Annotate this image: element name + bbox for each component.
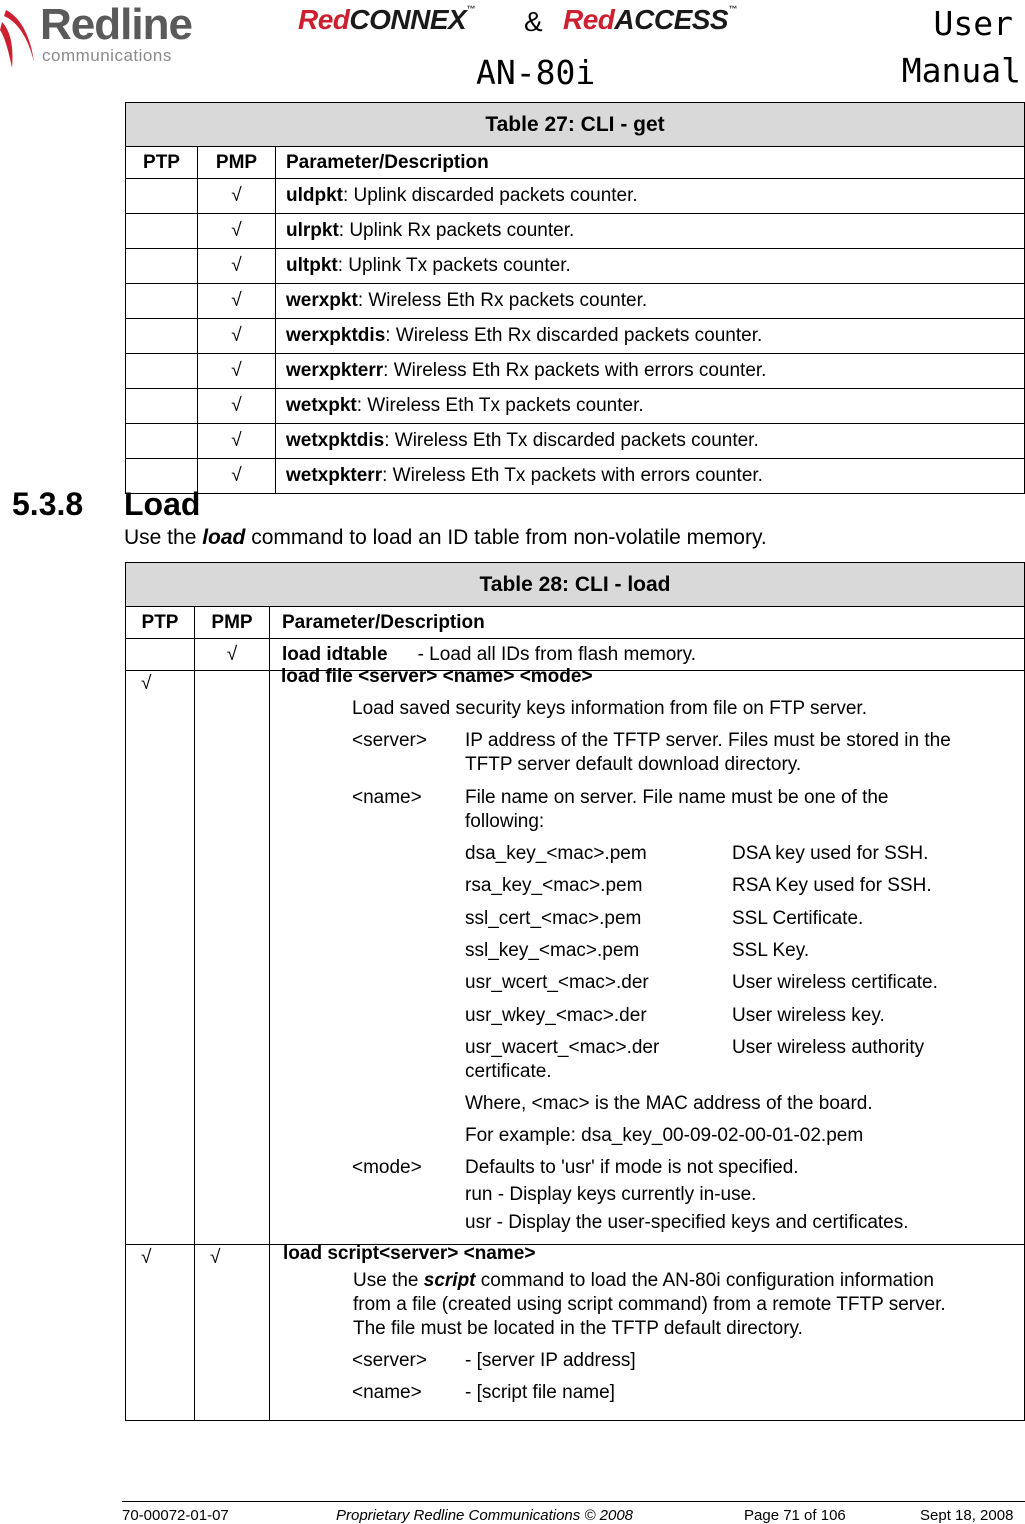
parameter-desc: : Wireless Eth Rx packets counter. [357, 290, 648, 311]
key-file-name: rsa_key_<mac>.pem [465, 875, 643, 897]
table-row: √ ulrpkt: Uplink Rx packets counter. [126, 214, 1025, 249]
table-row: √ load idtable - Load all IDs from flash memory. [126, 639, 1025, 671]
key-file-desc: User wireless certificate. [732, 972, 938, 994]
parameter-desc: : Uplink Tx packets counter. [337, 255, 571, 276]
parameter-name: wetxpktdis [286, 430, 385, 451]
table-row: √ werxpkt: Wireless Eth Rx packets counter. [126, 284, 1025, 319]
footer-rule [122, 1501, 1025, 1502]
logo-subtitle: communications [42, 46, 172, 65]
col-header-pmp: PMP [195, 607, 270, 639]
table-caption: Table 28: CLI - load [126, 563, 1025, 607]
parameter-name: werxpkt [286, 290, 358, 311]
parameter-name: werxpktdis [286, 325, 386, 346]
section-heading: 5.3.8 Load [12, 486, 201, 522]
key-file-name: usr_wcert_<mac>.der [465, 972, 649, 994]
key-file-desc: User wireless authority [732, 1036, 925, 1058]
parameter-desc: : Wireless Eth Tx packets counter. [356, 395, 644, 416]
col-header-param: Parameter/Description [276, 147, 1025, 179]
command-name: load file <server> <name> <mode> [281, 666, 593, 687]
key-file-desc: SSL Certificate. [732, 907, 864, 929]
parameter-name: wetxpkterr [286, 465, 383, 486]
col-header-ptp: PTP [126, 607, 195, 639]
redline-swoosh-icon [0, 2, 44, 72]
table-row: √ wetxpkt: Wireless Eth Tx packets counter. [126, 389, 1025, 424]
table-row: √ ultpkt: Uplink Tx packets counter. [126, 249, 1025, 284]
key-file-desc: DSA key used for SSH. [732, 843, 929, 864]
logo-wordmark: Redline [40, 0, 192, 49]
key-file-name: dsa_key_<mac>.pem [465, 843, 647, 864]
brand-redconnex: RedCONNEX™ [298, 4, 475, 35]
footer-date: Sept 18, 2008 [920, 1507, 1014, 1524]
key-file-desc: RSA Key used for SSH. [732, 875, 932, 897]
command-name: load script<server> <name> [283, 1243, 536, 1264]
table-row: √ √ [126, 1245, 1025, 1421]
table-row: √ uldpkt: Uplink discarded packets counter. [126, 179, 1025, 214]
key-file-name: usr_wkey_<mac>.der [465, 1004, 647, 1026]
doc-type-line1: User [933, 4, 1013, 43]
col-header-param: Parameter/Description [270, 607, 1025, 639]
table-row: √ werxpktdis: Wireless Eth Rx discarded packets counter. [126, 319, 1025, 354]
section-intro: Use the load command to load an ID table from non-volatile memory. [124, 526, 767, 549]
brand-ampersand: & [524, 6, 543, 37]
parameter-name: uldpkt [286, 185, 343, 206]
command-name: load idtable [282, 643, 388, 665]
key-file-name: ssl_cert_<mac>.pem [465, 907, 642, 929]
parameter-desc: : Uplink discarded packets counter. [343, 185, 638, 206]
parameter-name: ultpkt [286, 255, 338, 276]
parameter-desc: : Wireless Eth Tx packets with errors counter. [382, 465, 763, 486]
table-caption: Table 27: CLI - get [126, 103, 1025, 147]
footer-doc-id: 70-00072-01-07 [122, 1507, 229, 1524]
key-file-name: ssl_key_<mac>.pem [465, 939, 640, 961]
table-row: √ [126, 671, 1025, 1245]
key-file-desc: User wireless key. [732, 1004, 885, 1026]
key-file-desc: SSL Key. [732, 939, 810, 961]
brand-redaccess: RedACCESS™ [563, 4, 737, 35]
command-desc: - Load all IDs from flash memory. [417, 643, 696, 665]
footer-proprietary: Proprietary Redline Communications © 2008 [336, 1507, 634, 1524]
parameter-desc: : Wireless Eth Rx discarded packets counter. [385, 325, 763, 346]
col-header-ptp: PTP [126, 147, 198, 179]
parameter-desc: : Uplink Rx packets counter. [338, 220, 575, 241]
product-name: AN-80i [476, 53, 596, 92]
table-row: √ wetxpktdis: Wireless Eth Tx discarded packets counter. [126, 424, 1025, 459]
parameter-name: ulrpkt [286, 220, 339, 241]
key-file-name: usr_wacert_<mac>.der [465, 1036, 660, 1058]
footer-page-number: Page 71 of 106 [744, 1507, 846, 1524]
table-cli-get [125, 102, 1025, 494]
parameter-name: wetxpkt [286, 395, 357, 416]
table-row: √ werxpkterr: Wireless Eth Rx packets with errors counter. [126, 354, 1025, 389]
parameter-name: werxpkterr [286, 360, 384, 381]
table-row: √ wetxpkterr: Wireless Eth Tx packets with errors counter. [126, 459, 1025, 494]
doc-type-line2: Manual [901, 51, 1021, 90]
parameter-desc: : Wireless Eth Rx packets with errors counter. [383, 360, 767, 381]
parameter-desc: : Wireless Eth Tx discarded packets counter. [384, 430, 759, 451]
col-header-pmp: PMP [198, 147, 276, 179]
